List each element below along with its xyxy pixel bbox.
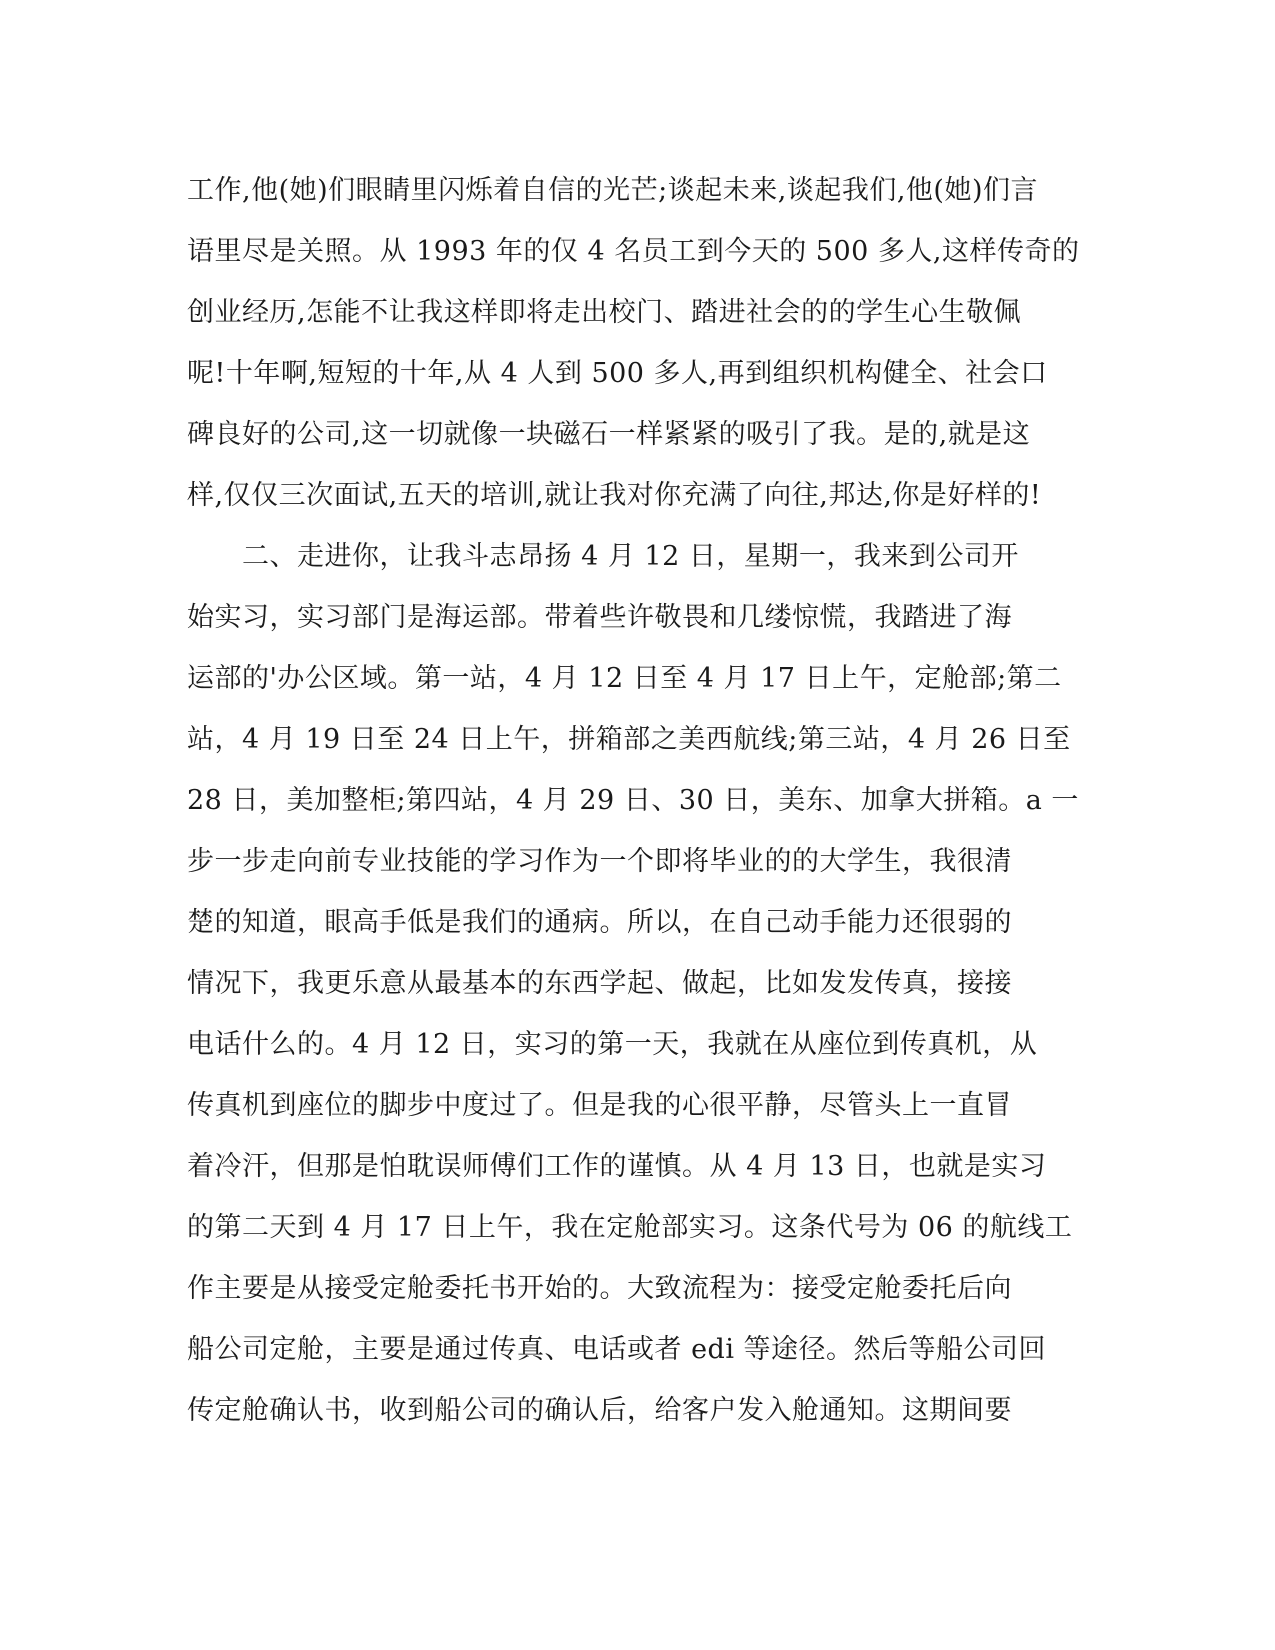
text-line: 作主要是从接受定舱委托书开始的。大致流程为：接受定舱委托后向 (187, 1273, 1012, 1304)
text-line: 运部的'办公区域。第一站，4 月 12 日至 4 月 17 日上午，定舱部;第二 (187, 663, 1062, 694)
paragraph-company-history (187, 160, 1080, 526)
text-line: 创业经历,怎能不让我这样即将走出校门、踏进社会的的学生心生敬佩 (187, 297, 1022, 328)
text-line: 着冷汗，但那是怕耽误师傅们工作的谨慎。从 4 月 13 日，也就是实习 (187, 1151, 1047, 1182)
paragraph-internship (187, 526, 1077, 1441)
text-line: 步一步走向前专业技能的学习作为一个即将毕业的的大学生，我很清 (187, 846, 1012, 877)
text-line: 传真机到座位的脚步中度过了。但是我的心很平静，尽管头上一直冒 (187, 1090, 1012, 1121)
text-line: 始实习，实习部门是海运部。带着些许敬畏和几缕惊慌，我踏进了海 (187, 602, 1012, 633)
text-line: 站，4 月 19 日至 24 日上午，拼箱部之美西航线;第三站，4 月 26 日至 (187, 724, 1071, 755)
text-line: 呢!十年啊,短短的十年,从 4 人到 500 多人,再到组织机构健全、社会口 (187, 358, 1048, 389)
text-line: 二、走进你，让我斗志昂扬 4 月 12 日，星期一，我来到公司开 (187, 541, 1019, 572)
text-line: 28 日，美加整柜;第四站，4 月 29 日、30 日，美东、加拿大拼箱。a 一 (187, 785, 1079, 816)
text-line: 的第二天到 4 月 17 日上午，我在定舱部实习。这条代号为 06 的航线工 (187, 1212, 1073, 1243)
text-line: 楚的知道，眼高手低是我们的通病。所以，在自己动手能力还很弱的 (187, 907, 1012, 938)
text-line: 电话什么的。4 月 12 日，实习的第一天，我就在从座位到传真机，从 (187, 1029, 1038, 1060)
text-line: 船公司定舱，主要是通过传真、电话或者 edi 等途径。然后等船公司回 (187, 1334, 1047, 1365)
text-line: 碑良好的公司,这一切就像一块磁石一样紧紧的吸引了我。是的,就是这 (187, 419, 1031, 450)
text-line: 样,仅仅三次面试,五天的培训,就让我对你充满了向往,邦达,你是好样的! (187, 480, 1042, 511)
text-line: 工作,他(她)们眼睛里闪烁着自信的光芒;谈起未来,谈起我们,他(她)们言 (187, 175, 1038, 206)
text-line: 语里尽是关照。从 1993 年的仅 4 名员工到今天的 500 多人,这样传奇的 (187, 236, 1080, 267)
text-line: 传定舱确认书，收到船公司的确认后，给客户发入舱通知。这期间要 (187, 1395, 1012, 1426)
text-line: 情况下，我更乐意从最基本的东西学起、做起，比如发发传真，接接 (187, 968, 1012, 999)
